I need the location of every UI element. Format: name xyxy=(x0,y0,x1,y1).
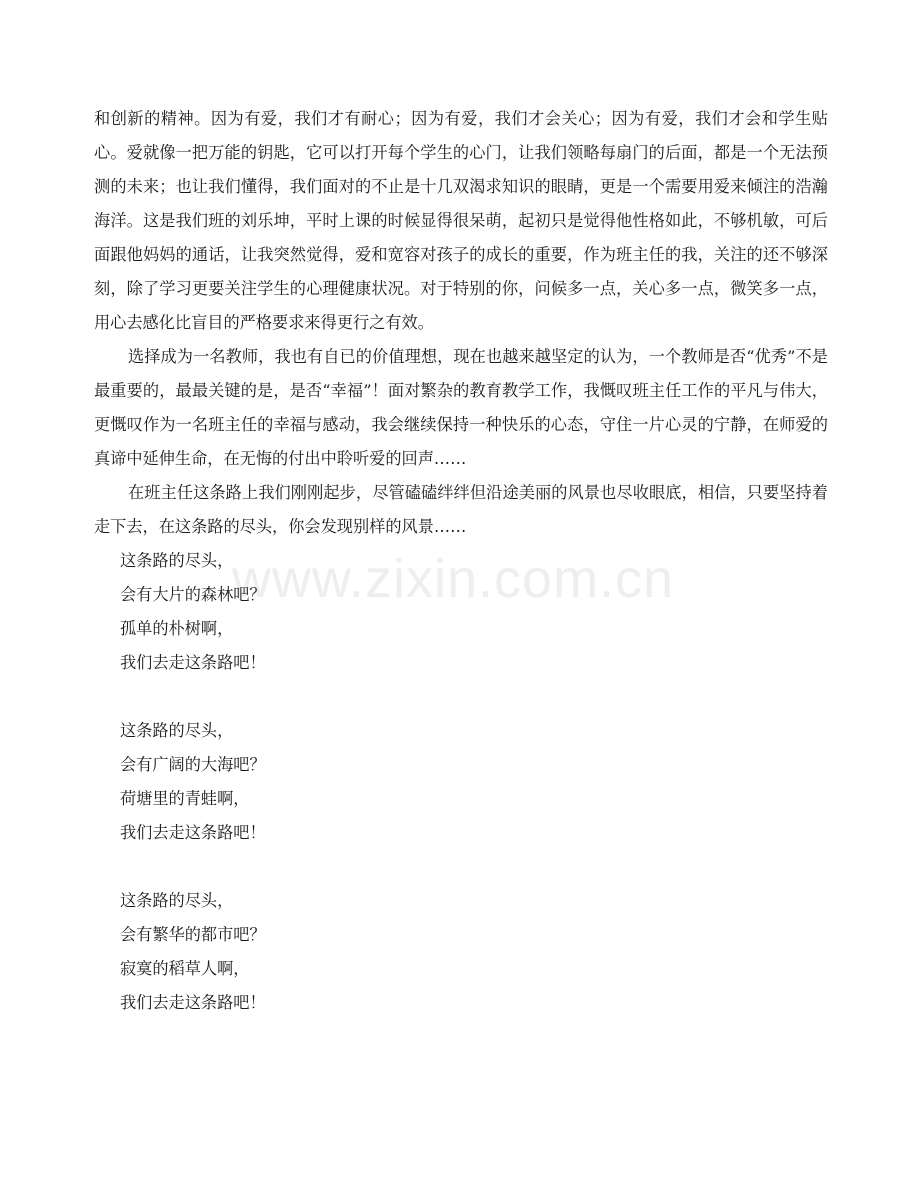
paragraph-1: 和创新的精神。因为有爱，我们才有耐心；因为有爱，我们才会关心；因为有爱，我们才会和学生贴心。爱就像一把万能的钥匙，它可以打开每个学生的心门，让我们领略每扇门的后面，都是一个无法预测的未来；也让我们懂得，我们面对的不止是十几双渴求知识的眼睛，更是一个需要用爱来倾注的浩瀚海洋。这是我们班的刘乐坤，平时上课的时候显得很呆萌，起初只是觉得他性格如此，不够机敏，可后面跟他妈妈的通话，让我突然觉得，爱和宽容对孩子的成长的重要，作为班主任的我，关注的还不够深刻，除了学习更要关注学生的心理健康状况。对于特别的你，问候多一点，关心多一点，微笑多一点，用心去感化比盲目的严格要求来得更行之有效。 xyxy=(94,109,828,332)
poem-line: 这条路的尽头， xyxy=(120,551,234,570)
poem-line: 寂寞的稻草人啊， xyxy=(120,959,250,978)
poem-line: 我们去走这条路吧！ xyxy=(120,823,266,842)
poem-line: 我们去走这条路吧！ xyxy=(120,653,266,672)
poem-line: 这条路的尽头， xyxy=(120,891,234,910)
poem xyxy=(94,544,828,1020)
poem-stanza-1 xyxy=(120,544,828,680)
document-page xyxy=(94,102,828,1020)
poem-line: 这条路的尽头， xyxy=(120,721,234,740)
watermark: www.zixin.com.cn xyxy=(232,549,675,609)
poem-line: 孤单的朴树啊， xyxy=(120,619,234,638)
poem-stanza-3 xyxy=(120,884,828,1020)
paragraph-3: 在班主任这条路上我们刚刚起步，尽管磕磕绊绊但沿途美丽的风景也尽收眼底，相信，只要坚持着走下去，在这条路的尽头，你会发现别样的风景…… xyxy=(94,483,828,536)
poem-line: 会有广阔的大海吧？ xyxy=(120,755,266,774)
paragraph-2: 选择成为一名教师，我也有自已的价值理想，现在也越来越坚定的认为，一个教师是否“优秀”不是最重要的，最最关键的是，是否“幸福”！面对繁杂的教育教学工作，我慨叹班主任工作的平凡与伟大，更慨叹作为一名班主任的幸福与感动，我会继续保持一种快乐的心态，守住一片心灵的宁静，在师爱的真谛中延伸生命，在无悔的付出中聆听爱的回声…… xyxy=(94,347,828,468)
poem-stanza-2 xyxy=(120,714,828,850)
poem-line: 荷塘里的青蛙啊， xyxy=(120,789,250,808)
poem-line: 我们去走这条路吧！ xyxy=(120,993,266,1012)
poem-line: 会有大片的森林吧？ xyxy=(120,585,266,604)
poem-line: 会有繁华的都市吧？ xyxy=(120,925,266,944)
